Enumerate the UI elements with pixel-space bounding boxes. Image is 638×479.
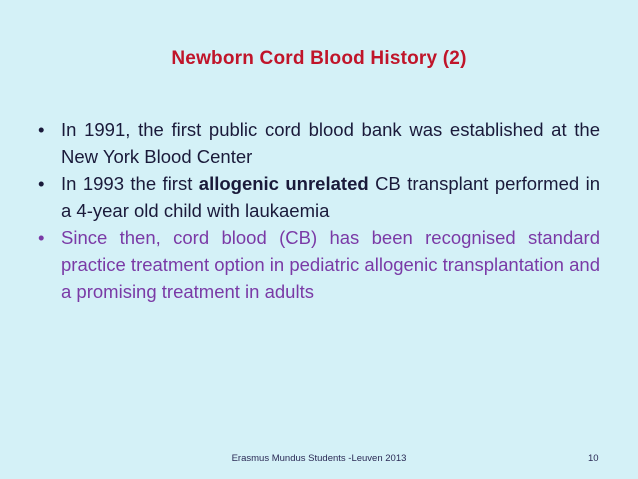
bullet-bold-text: allogenic unrelated	[198, 173, 369, 194]
bullet-text: Since then, cord blood (CB) has been recognised standard practice treatment option in pediatric allogenic transplantation and a promising treatment in adults	[61, 227, 600, 302]
bullet-marker: •	[38, 173, 45, 194]
bullet-text: In 1991, the first public cord blood bank was established at the New York Blood Center	[61, 119, 600, 167]
bullet-item-2	[38, 170, 600, 224]
bullet-list	[38, 116, 600, 305]
bullet-marker: •	[38, 227, 45, 248]
slide-footer: Erasmus Mundus Students -Leuven 2013	[231, 453, 407, 464]
bullet-text-after: CB transplant performed in a 4-year old child with laukaemia	[61, 173, 600, 221]
bullet-text-before: In 1993 the first	[61, 173, 199, 194]
bullet-marker: •	[38, 119, 45, 140]
slide-title: Newborn Cord Blood History (2)	[171, 48, 467, 69]
page-number: 10	[588, 453, 599, 464]
bullet-item-3	[38, 224, 600, 305]
bullet-item-1	[38, 116, 600, 170]
